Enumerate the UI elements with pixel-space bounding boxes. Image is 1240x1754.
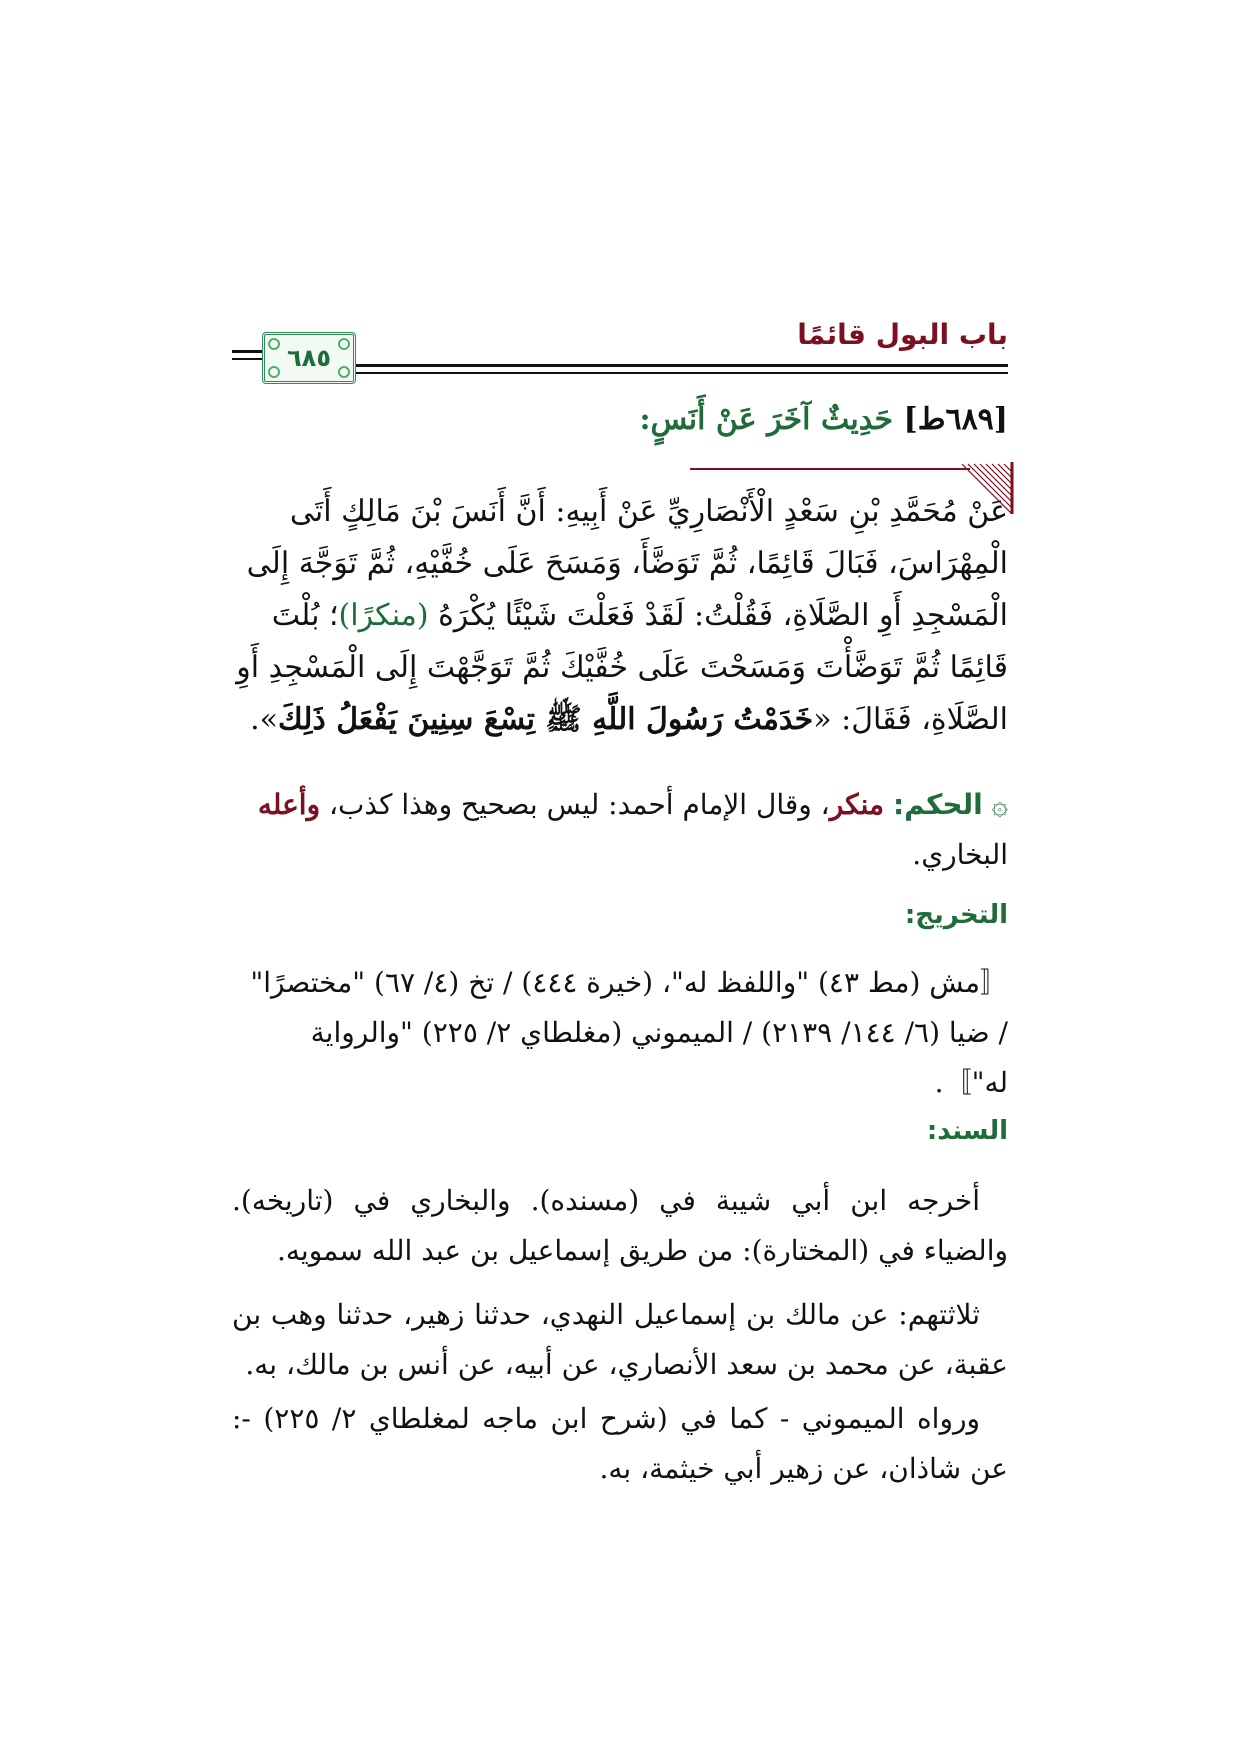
page-header <box>232 318 1008 388</box>
page-number-box <box>262 332 356 384</box>
sanad-heading: السند: <box>926 1116 1008 1146</box>
page-number: ٦٨٥ <box>287 344 331 372</box>
hadith-number: [٦٨٩ط] <box>903 402 1008 437</box>
matn-line-part: ؛ بُلْتَ <box>271 598 339 633</box>
quoted-statement: خَدَمْتُ رَسُولَ اللَّهِ ﷺ تِسْعَ سِنِينَ يَفْعَلُ ذَلِكَ <box>277 702 814 737</box>
sanad-text: ثلاثتهم: عن مالك بن إسماعيل النهدي، حدثنا زهير، حدثنا وهب بن عقبة، عن محمد بن سعد الأنصاري، عن أبيه، عن أنس بن مالك، به. <box>232 1298 1008 1381</box>
takhrij-body <box>232 958 1008 1108</box>
sanad-text: أخرجه ابن أبي شيبة في (مسنده). والبخاري في (تاريخه). والضياء في (المختارة): من طريق إسماعيل بن عبد الله سمويه. <box>232 1184 1008 1267</box>
matn-line: الْمِهْرَاسَ، فَبَالَ قَائِمًا، ثُمَّ تَوَضَّأَ، وَمَسَحَ عَلَى خُفَّيْهِ، ثُمَّ تَوَجَّهَ إِلَى <box>246 546 1008 581</box>
matn-line <box>232 694 1008 746</box>
header-rule-bottom <box>350 372 1008 374</box>
hukm-text: ، وقال الإمام أحمد: ليس بصحيح وهذا كذب، <box>320 788 830 821</box>
matn-line-part: الْمَسْجِدِ أَوِ الصَّلَاةِ، فَقُلْتُ: لَقَدْ فَعَلْتَ شَيْئًا يُكْرَهُ <box>438 598 1008 633</box>
rosette-icon: ۞ <box>991 788 1008 821</box>
sanad-paragraph <box>232 1176 1008 1276</box>
hukm-line-2: البخاري. <box>912 838 1008 871</box>
corner-ornament-icon <box>338 338 350 350</box>
takhrij-line: 〚مش (مط ٤٣) "واللفظ له"، (خيرة ٤٤٤) / تخ (٤/ ٦٧) "مختصرًا" <box>250 966 1008 999</box>
sanad-paragraph <box>232 1290 1008 1390</box>
takhrij-line: / ضيا (٦/ ١٤٤/ ٢١٣٩) / الميموني (مغلطاي ٢/ ٢٢٥) "والرواية <box>310 1016 1008 1049</box>
hadith-title <box>639 402 1008 437</box>
hukm-verdict-2: وأعله <box>257 788 321 821</box>
hukm-section <box>232 780 1008 880</box>
matn-line-part: الصَّلَاةِ، فَقَالَ: « <box>813 702 1008 737</box>
variant-reading: (منكرًا) <box>338 598 429 633</box>
hadith-matn <box>232 486 1008 746</box>
chapter-title: باب البول قائمًا <box>797 318 1008 351</box>
hukm-label: الحكم: <box>892 788 983 821</box>
hadith-title-text: حَدِيثٌ آخَرَ عَنْ أَنَسٍ: <box>639 402 894 437</box>
corner-ornament-icon <box>338 366 350 378</box>
corner-ornament-icon <box>268 338 280 350</box>
header-rule-left-top <box>232 350 262 353</box>
title-underline <box>690 468 970 470</box>
matn-line <box>232 590 1008 642</box>
hukm-line <box>232 780 1008 830</box>
header-rule-top <box>350 364 1008 367</box>
sanad-paragraph <box>232 1394 1008 1494</box>
sanad-text: ورواه الميموني - كما في (شرح ابن ماجه لمغلطاي ٢/ ٢٢٥) -: عن شاذان، عن زهير أبي خيثمة، به. <box>232 1402 1008 1485</box>
matn-line-part: ». <box>250 702 278 737</box>
takhrij-line: له"〛. <box>934 1066 1008 1099</box>
takhrij-heading: التخريج: <box>904 900 1008 930</box>
hukm-verdict: منكر <box>829 788 885 821</box>
header-rule-left-bottom <box>232 358 262 360</box>
corner-ornament-icon <box>268 366 280 378</box>
matn-line: عَنْ مُحَمَّدِ بْنِ سَعْدٍ الْأَنْصَارِيِّ عَنْ أَبِيهِ: أَنَّ أَنَسَ بْنَ مَالِكٍ أَتَى <box>289 494 1008 529</box>
matn-line: قَائِمًا ثُمَّ تَوَضَّأْتَ وَمَسَحْتَ عَلَى خُفَّيْكَ ثُمَّ تَوَجَّهْتَ إِلَى الْمَسْجِدِ أَوِ <box>236 650 1008 685</box>
